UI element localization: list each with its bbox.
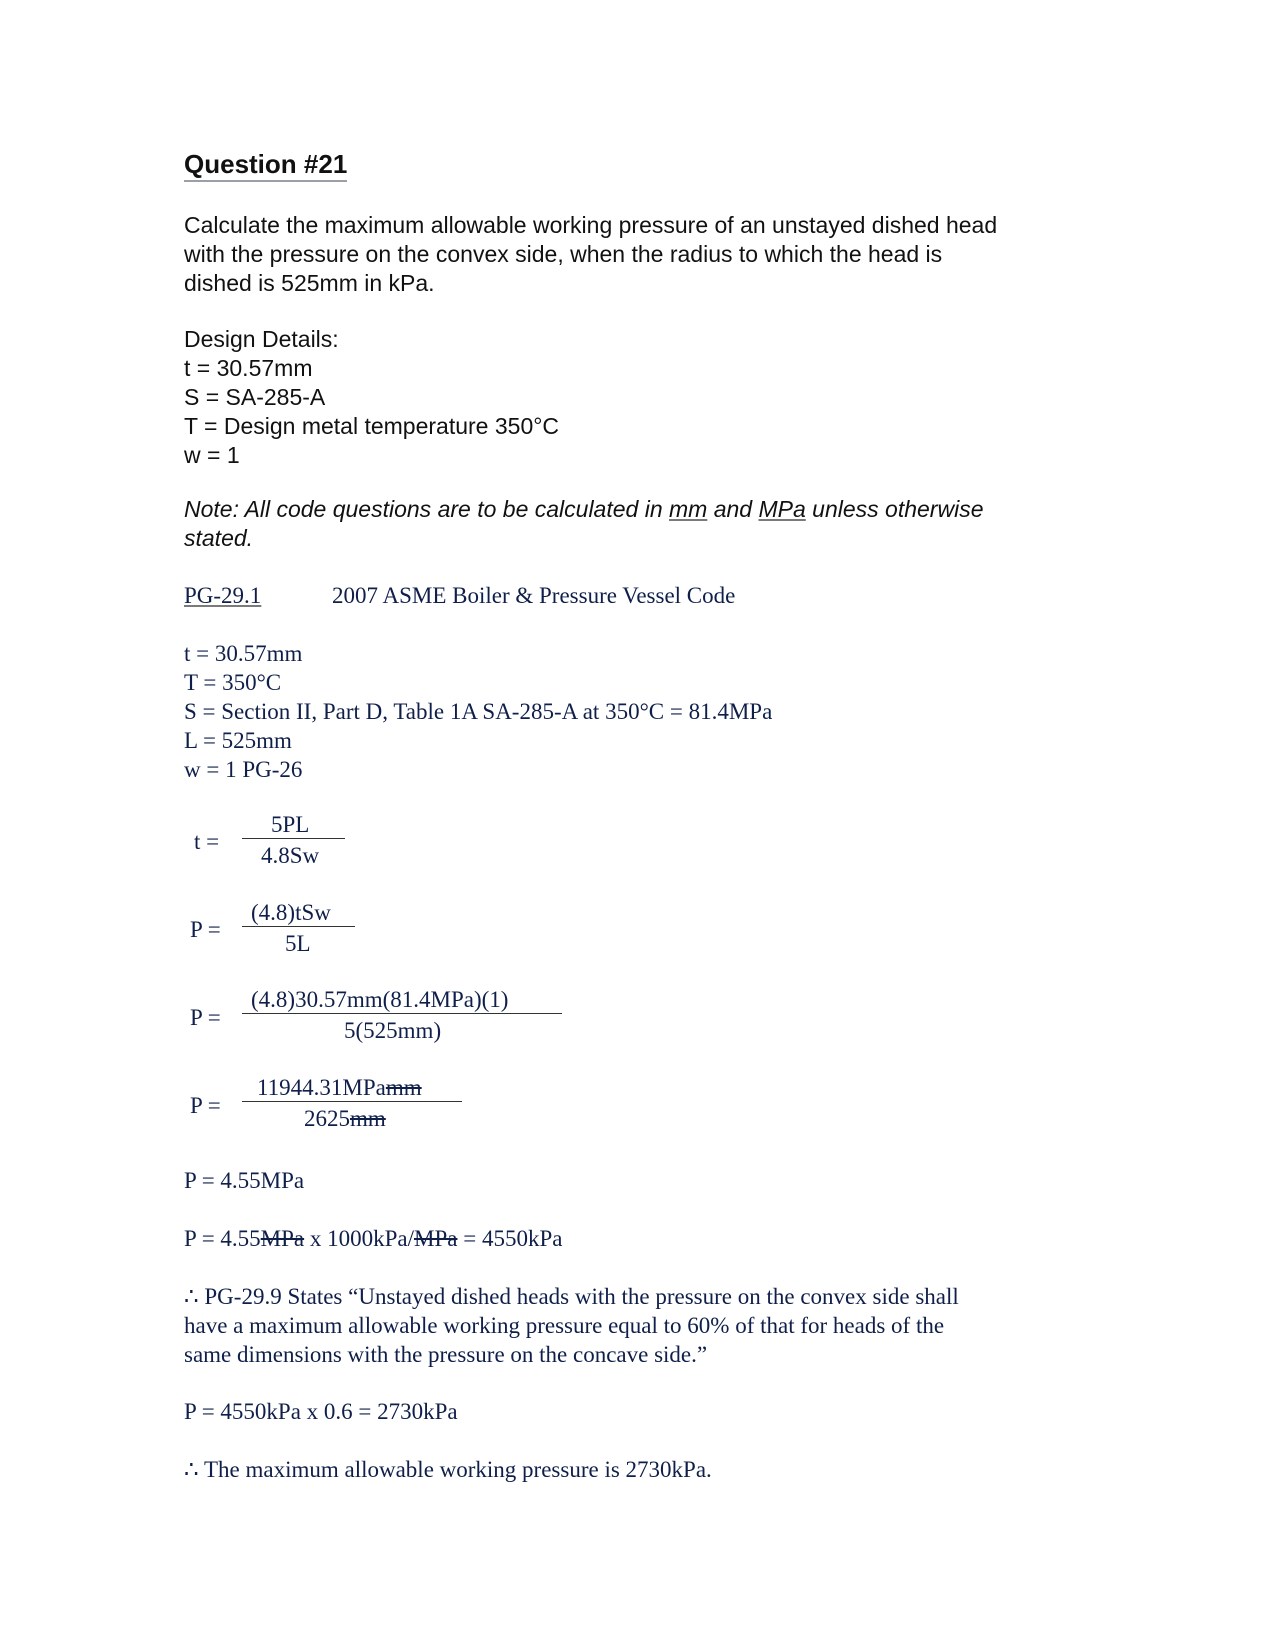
equation-denominator: 2625mm [304,1106,386,1131]
statement-line: ∴ PG-29.9 States “Unstayed dished heads with the pressure on the convex side shall [184,1284,959,1309]
cancelled-unit: MPa [260,1226,305,1251]
statement-line: same dimensions with the pressure on the concave side.” [184,1342,708,1367]
design-item: t = 30.57mm [184,355,313,381]
equation-lhs: P = [190,1005,221,1030]
equation-numerator: 5PL [271,812,310,837]
equation-numerator: 11944.31MPamm [257,1075,422,1100]
code-source: 2007 ASME Boiler & Pressure Vessel Code [332,583,736,608]
conclusion: ∴ The maximum allowable working pressure is 2730kPa. [184,1457,712,1482]
question-line-3: dished is 525mm in kPa. [184,270,435,296]
result-mpa: P = 4.55MPa [184,1168,305,1193]
design-heading: Design Details: [184,326,339,352]
conversion: P = 4.55MPa x 1000kPa/MPa = 4550kPa [184,1226,563,1251]
equation-numerator: (4.8)30.57mm(81.4MPa)(1) [251,987,509,1012]
equation-denominator: 4.8Sw [261,843,320,868]
equation-denominator: 5(525mm) [344,1018,442,1043]
givens [184,639,1084,784]
cancelled-unit: MPa [414,1226,458,1251]
design-item: T = Design metal temperature 350°C [184,413,560,439]
design-item: w = 1 [184,442,240,468]
given-item: S = Section II, Part D, Table 1A SA-285-A at 350°C = 81.4MPa [184,699,773,724]
code-statement [184,1282,1084,1369]
unit-mpa: MPa [758,496,806,522]
design-details [184,325,1084,470]
cancelled-unit: mm [350,1106,386,1131]
note [184,495,1084,553]
fraction-bar [242,1101,462,1102]
design-item: S = SA-285-A [184,384,326,410]
equation-lhs: t = [194,829,220,854]
note-line-1: Note: All code questions are to be calculated in mm and MPa unless otherwise [184,496,984,522]
cancelled-unit: mm [385,1075,422,1100]
fraction-bar [242,838,345,839]
equation-lhs: P = [190,917,221,942]
result-kpa: P = 4550kPa x 0.6 = 2730kPa [184,1399,458,1424]
unit-mm: mm [669,496,708,522]
code-reference: PG-29.1 [184,583,262,608]
equation-denominator: 5L [285,931,311,956]
question-line-2: with the pressure on the convex side, when the radius to which the head is [184,241,943,267]
question-title: Question #21 [184,150,347,182]
equation-lhs: P = [190,1093,221,1118]
given-item: w = 1 PG-26 [184,757,303,782]
question-text [184,211,1084,298]
question-line-1: Calculate the maximum allowable working pressure of an unstayed dished head [184,212,998,238]
fraction-bar [242,926,355,927]
statement-line: have a maximum allowable working pressure equal to 60% of that for heads of the [184,1313,945,1338]
note-line-2: stated. [184,525,254,551]
given-item: t = 30.57mm [184,641,303,666]
given-item: L = 525mm [184,728,292,753]
equation-numerator: (4.8)tSw [251,900,331,925]
given-item: T = 350°C [184,670,282,695]
fraction-bar [242,1013,562,1014]
